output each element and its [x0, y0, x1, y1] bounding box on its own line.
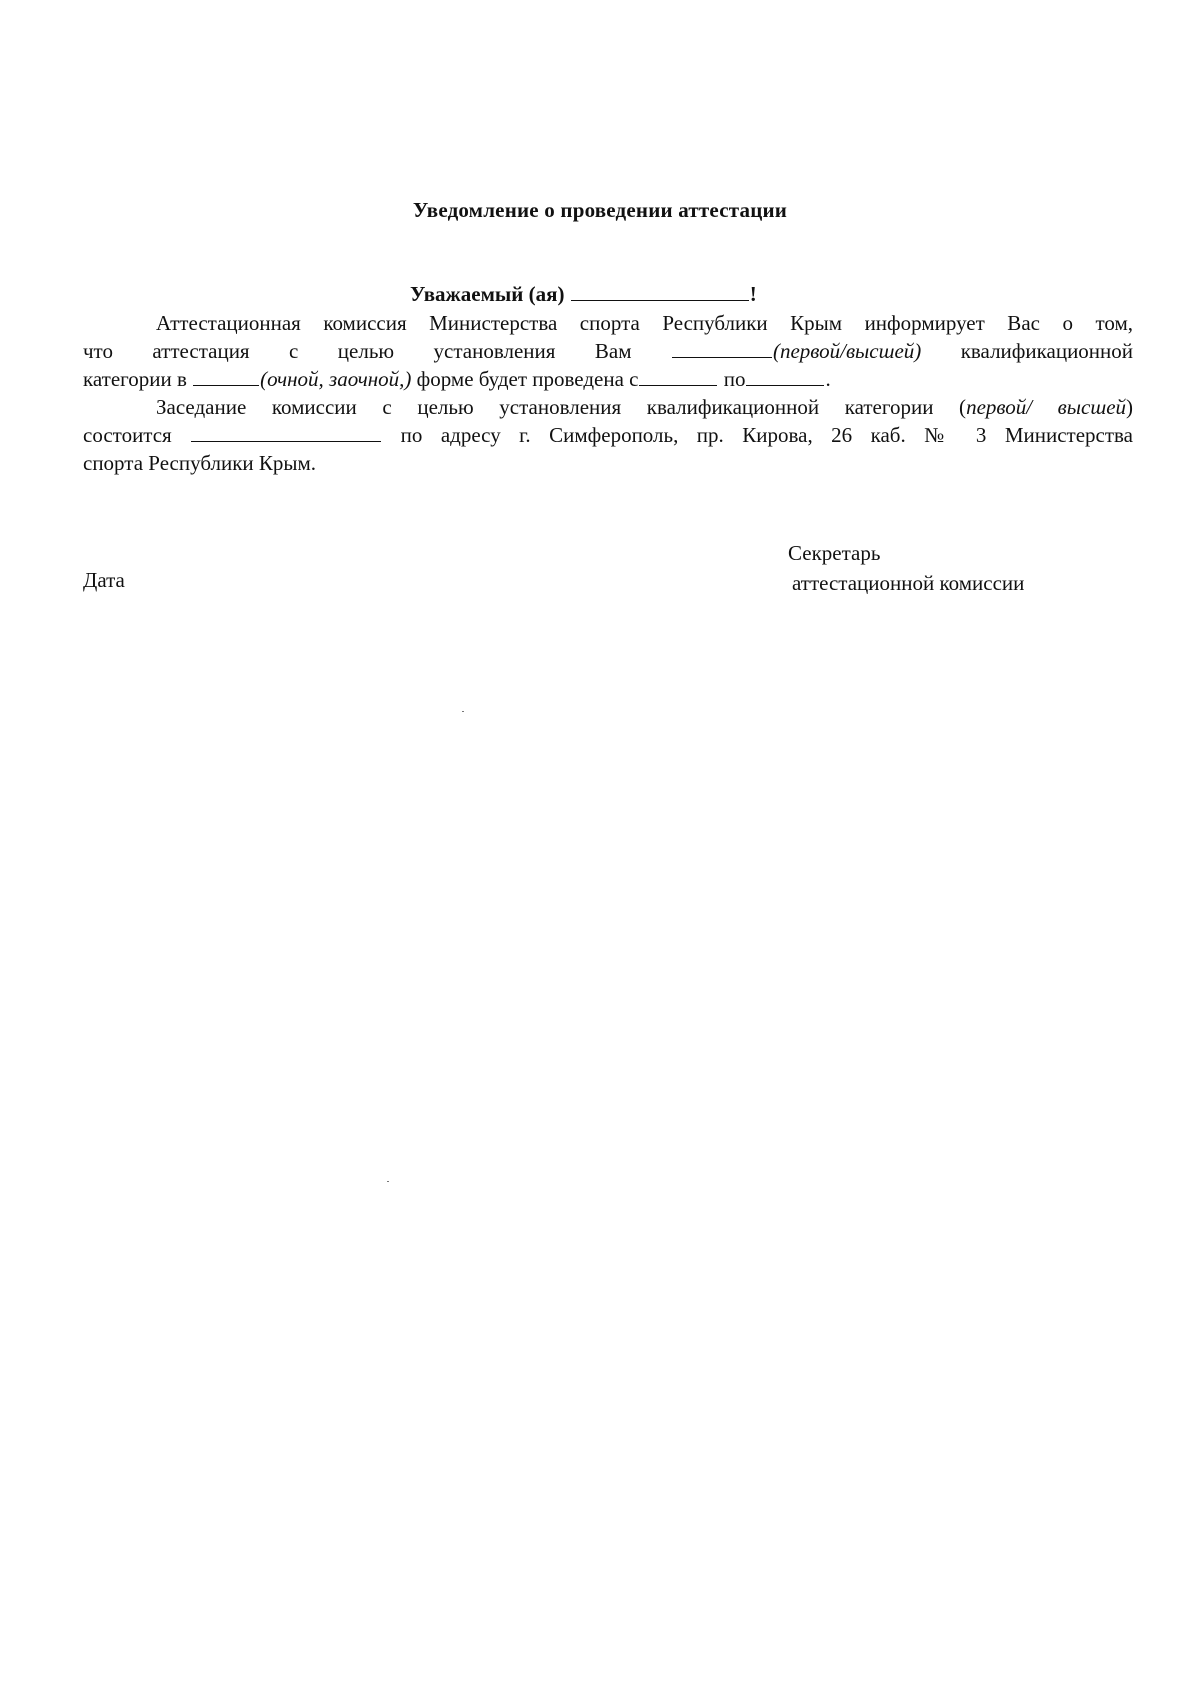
signature-block	[788, 538, 1024, 598]
notice-body	[83, 309, 1133, 477]
form-blank[interactable]	[193, 367, 259, 386]
date-label: Дата	[83, 568, 125, 592]
paragraph1-line3-mid: форме будет проведена с	[416, 367, 639, 391]
greeting-suffix: !	[749, 282, 757, 306]
paragraph2-line1	[83, 393, 1133, 421]
category-hint: (первой/высшей)	[772, 339, 922, 363]
signature-subtitle: аттестационной комиссии	[792, 571, 1025, 595]
paragraph1-line3	[83, 365, 1133, 393]
form-hint: (очной, заочной,)	[260, 367, 412, 391]
paragraph2-line3: спорта Республики Крым.	[83, 451, 317, 475]
paragraph1-line2	[83, 337, 1133, 365]
signature-title: Секретарь	[788, 541, 881, 565]
category-blank[interactable]	[672, 339, 772, 358]
paragraph1-line3-po: по	[723, 367, 746, 391]
meeting-category-hint: первой/ высшей	[966, 395, 1127, 419]
paragraph1-line2-end: квалификационной	[960, 339, 1134, 363]
greeting-line	[410, 282, 757, 307]
paragraph1-line3-end: .	[825, 367, 831, 391]
greeting-prefix: Уважаемый (ая)	[410, 282, 565, 306]
document-title: Уведомление о проведении аттестации	[412, 198, 788, 222]
paragraph-commission-info	[83, 309, 1133, 393]
paragraph1-line1: Аттестационная комиссия Министерства спорта Республики Крым информирует Вас о том,	[156, 311, 1133, 335]
paragraph2-line2	[83, 421, 1133, 449]
date-to-blank[interactable]	[746, 367, 824, 386]
scan-speck	[462, 711, 464, 712]
paragraph1-line3-text: категории в	[83, 367, 187, 391]
paragraph2-line1-end: )	[1126, 395, 1134, 419]
meeting-date-blank[interactable]	[191, 423, 381, 442]
date-from-blank[interactable]	[639, 367, 717, 386]
paragraph2-line1-text: Заседание комиссии с целью установления квалификационной категории (	[156, 395, 967, 419]
paragraph1-line2-text: что аттестация с целью установления Вам	[83, 339, 632, 363]
recipient-name-blank[interactable]	[571, 282, 749, 301]
paragraph2-line2-address: по адресу г. Симферополь, пр. Кирова, 26 каб. № 3 Министерства	[400, 423, 1133, 447]
paragraph2-line2-text: состоится	[83, 423, 172, 447]
scan-speck	[387, 1181, 389, 1182]
paragraph-meeting-info	[83, 393, 1133, 477]
